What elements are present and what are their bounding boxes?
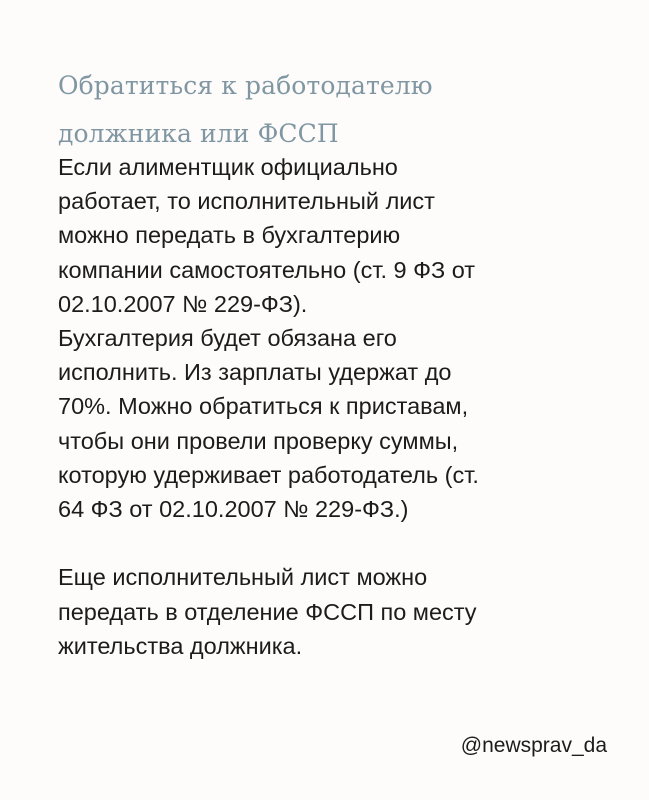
text-line: Бухгалтерия будет обязана его — [58, 325, 397, 352]
heading-line-1: Обратиться к работодателю — [58, 71, 433, 100]
text-line: которую удерживает работодатель (ст. — [58, 461, 479, 488]
text-line: 70%. Можно обратиться к приставам, — [58, 393, 469, 420]
text-line: можно передать в бухгалтерию — [58, 222, 401, 249]
heading-line-2: должника или ФССП — [58, 119, 339, 148]
paragraph-fssp — [58, 560, 618, 663]
account-handle: @newsprav_da — [460, 734, 607, 757]
heading — [58, 62, 618, 158]
text-line: Если алиментщик официально — [58, 154, 398, 180]
text-line: чтобы они провели проверку суммы, — [58, 427, 459, 454]
text-line: Еще исполнительный лист можно — [58, 564, 428, 591]
text-line: 64 ФЗ от 02.10.2007 № 229-ФЗ.) — [58, 496, 409, 523]
paragraph-employer — [58, 150, 618, 526]
article-body — [58, 150, 618, 663]
text-line: передать в отделение ФССП по месту — [58, 598, 477, 625]
text-line: жительства должника. — [58, 632, 303, 659]
text-line: 02.10.2007 № 229-ФЗ). — [58, 290, 308, 317]
paragraph-spacer — [58, 526, 618, 560]
text-line: компании самостоятельно (ст. 9 ФЗ от — [58, 256, 476, 283]
text-line: работает, то исполнительный лист — [58, 188, 435, 215]
text-line: исполнить. Из зарплаты удержат до — [58, 359, 452, 386]
